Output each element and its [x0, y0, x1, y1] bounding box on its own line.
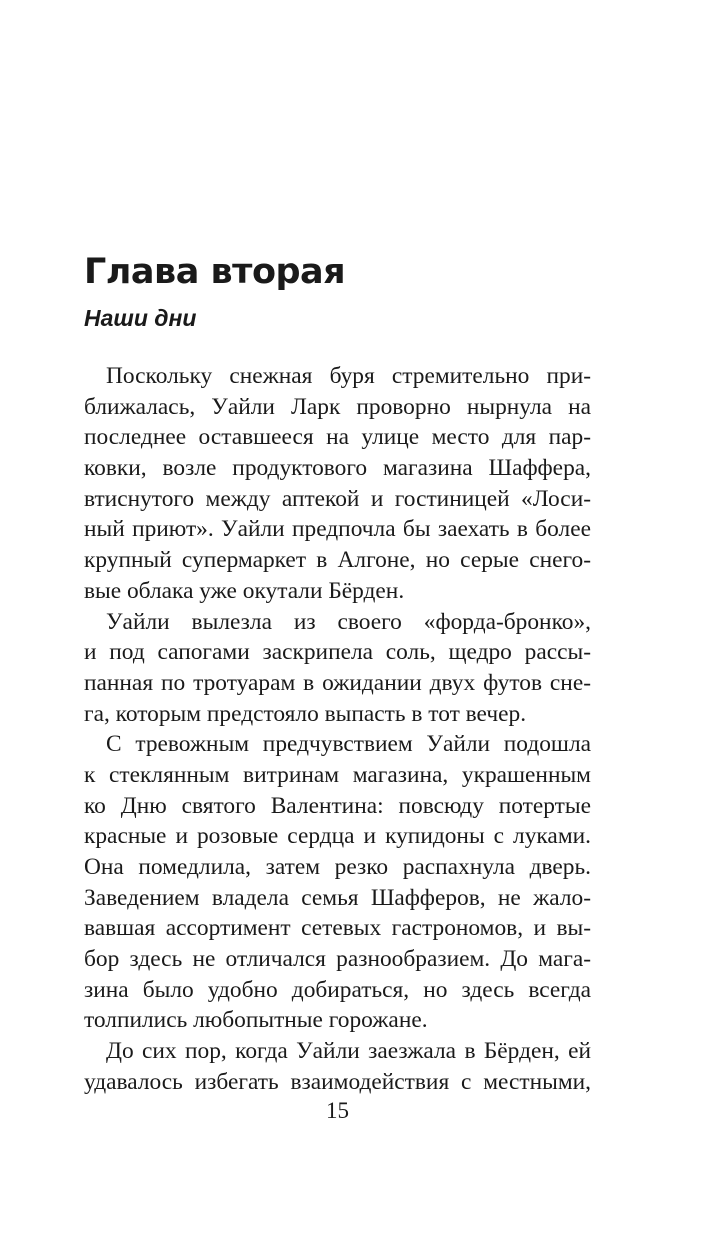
text-line: зина было удобно добираться, но здесь всегда [84, 976, 591, 1003]
text-line: толпились любопытные горожане. [84, 1007, 428, 1034]
text-line: Она помедлила, затем резко распахнула дверь. [84, 854, 591, 880]
text-line: последнее оставшееся на улице место для пар- [84, 424, 591, 451]
text-line: ковки, возле продуктового магазина Шаффера, [84, 455, 591, 482]
text-line: вавшая ассортимент сетевых гастрономов, и вы- [84, 915, 591, 942]
text-line: к стеклянным витринам магазина, украшенным [84, 761, 591, 788]
text-line: ближалась, Уайли Ларк проворно нырнула на [84, 393, 591, 420]
body-text [84, 361, 591, 1098]
text-line: удавалось избегать взаимодействия с местными, [84, 1068, 591, 1095]
text-line: Заведением владела семья Шафферов, не жало- [84, 884, 591, 911]
chapter-title: Глава вторая [84, 252, 346, 292]
text-line: С тревожным предчувствием Уайли подошла [106, 731, 591, 758]
text-line: га, которым предстояло выпасть в тот вечер. [84, 700, 527, 727]
text-line: втиснутого между аптекой и гостиницей «Лоси- [84, 485, 591, 512]
text-line: и под сапогами заскрипела соль, щедро рассы- [84, 639, 591, 666]
text-line: крупный супермаркет в Алгоне, но серые снего- [84, 547, 591, 574]
text-line: красные и розовые сердца и купидоны с луками. [84, 823, 591, 850]
text-line: бор здесь не отличался разнообразием. До мага- [84, 946, 591, 973]
text-line: До сих пор, когда Уайли заезжала в Бёрден, ей [106, 1038, 591, 1065]
text-line: ко Дню святого Валентина: повсюду потертые [84, 792, 591, 819]
chapter-subtitle: Наши дни [84, 305, 197, 331]
text-line: панная по тротуарам в ожидании двух футов сне- [84, 669, 591, 696]
text-line: Уайли вылезла из своего «форда-бронко», [106, 608, 591, 635]
page-number: 15 [326, 1098, 349, 1123]
book-page [84, 0, 591, 1240]
text-line: ный приют». Уайли предпочла бы заехать в более [84, 516, 591, 543]
text-line: вые облака уже окутали Бёрден. [84, 577, 405, 604]
text-line: Поскольку снежная буря стремительно при- [106, 363, 591, 389]
